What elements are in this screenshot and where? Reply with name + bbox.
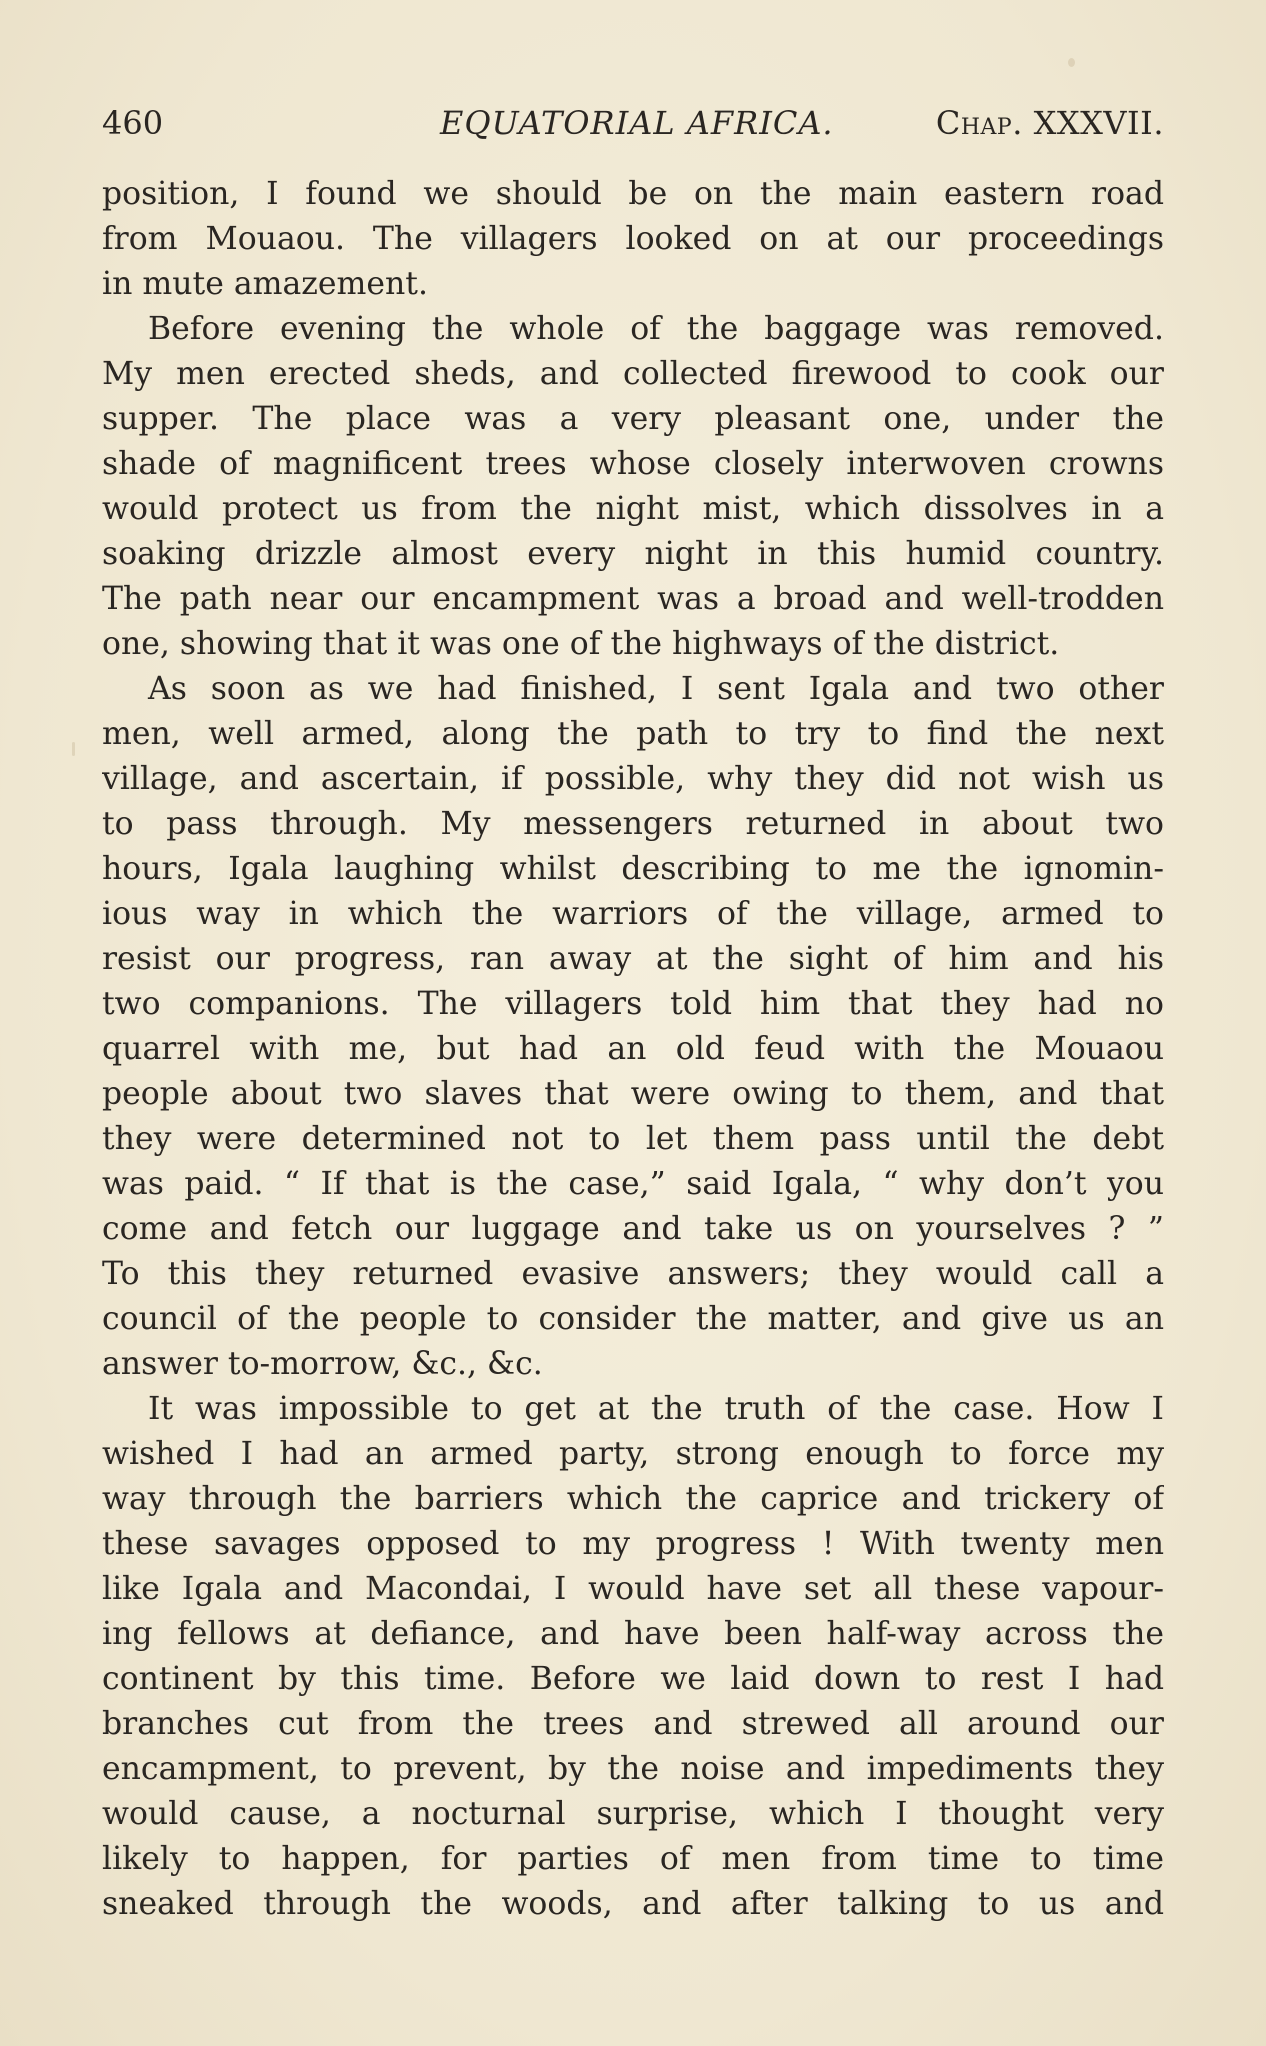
text-line: two companions. The villagers told him that they had no <box>102 986 1164 1022</box>
text-line: The path near our encampment was a broad and well-trodden <box>102 581 1164 617</box>
text-line: wished I had an armed party, strong enough to force my <box>102 1436 1164 1472</box>
chapter-label: Chap. XXXVII. <box>935 104 1164 142</box>
text-line: As soon as we had finished, I sent Igala and two other <box>148 671 1164 707</box>
text-line: Before evening the whole of the baggage was removed. <box>148 311 1164 347</box>
text-line: resist our progress, ran away at the sight of him and his <box>102 941 1164 977</box>
text-line: branches cut from the trees and strewed all around our <box>102 1706 1164 1742</box>
running-title: EQUATORIAL AFRICA. <box>440 104 834 142</box>
paper-stain <box>72 742 75 756</box>
text-line: men, well armed, along the path to try to find the next <box>102 716 1164 752</box>
text-line: like Igala and Macondai, I would have set all these vapour- <box>102 1571 1164 1607</box>
text-line: position, I found we should be on the main eastern road <box>102 176 1164 212</box>
text-line: encampment, to prevent, by the noise and impediments they <box>102 1751 1164 1787</box>
text-line: To this they returned evasive answers; they would call a <box>102 1256 1164 1292</box>
text-line: would cause, a nocturnal surprise, which I thought very <box>102 1796 1164 1832</box>
text-line: way through the barriers which the caprice and trickery of <box>102 1481 1164 1517</box>
body-text <box>102 172 1164 1927</box>
text-line: shade of magnificent trees whose closely interwoven crowns <box>102 446 1164 482</box>
text-line: ious way in which the warriors of the village, armed to <box>102 896 1164 932</box>
text-line: council of the people to consider the matter, and give us an <box>102 1301 1164 1337</box>
paper-stain <box>1068 58 1075 67</box>
text-line: answer to-morrow, &c., &c. <box>102 1346 543 1382</box>
text-line: It was impossible to get at the truth of the case. How I <box>148 1391 1164 1427</box>
page-number: 460 <box>102 104 164 142</box>
text-line: these savages opposed to my progress ! With twenty men <box>102 1526 1164 1562</box>
text-line: sneaked through the woods, and after talking to us and <box>102 1886 1164 1922</box>
text-line: was paid. “ If that is the case,” said Igala, “ why don’t you <box>102 1166 1164 1202</box>
text-line: My men erected sheds, and collected firewood to cook our <box>102 356 1164 392</box>
text-line: to pass through. My messengers returned in about two <box>102 806 1164 842</box>
text-line: soaking drizzle almost every night in this humid country. <box>102 536 1164 572</box>
text-line: continent by this time. Before we laid down to rest I had <box>102 1661 1164 1697</box>
text-line: would protect us from the night mist, which dissolves in a <box>102 491 1164 527</box>
text-line: quarrel with me, but had an old feud with the Mouaou <box>102 1031 1164 1067</box>
text-line: in mute amazement. <box>102 266 428 302</box>
text-line: come and fetch our luggage and take us on yourselves ? ” <box>102 1211 1164 1247</box>
text-line: one, showing that it was one of the highways of the district. <box>102 626 1060 662</box>
text-line: they were determined not to let them pass until the debt <box>102 1121 1164 1157</box>
text-line: supper. The place was a very pleasant one, under the <box>102 401 1164 437</box>
text-line: hours, Igala laughing whilst describing to me the ignomin- <box>102 851 1164 887</box>
text-line: ing fellows at defiance, and have been half-way across the <box>102 1616 1164 1652</box>
text-line: likely to happen, for parties of men from time to time <box>102 1841 1164 1877</box>
text-line: village, and ascertain, if possible, why they did not wish us <box>102 761 1164 797</box>
text-line: people about two slaves that were owing to them, and that <box>102 1076 1164 1112</box>
running-header <box>102 100 1164 146</box>
text-line: from Mouaou. The villagers looked on at our proceedings <box>102 221 1164 257</box>
